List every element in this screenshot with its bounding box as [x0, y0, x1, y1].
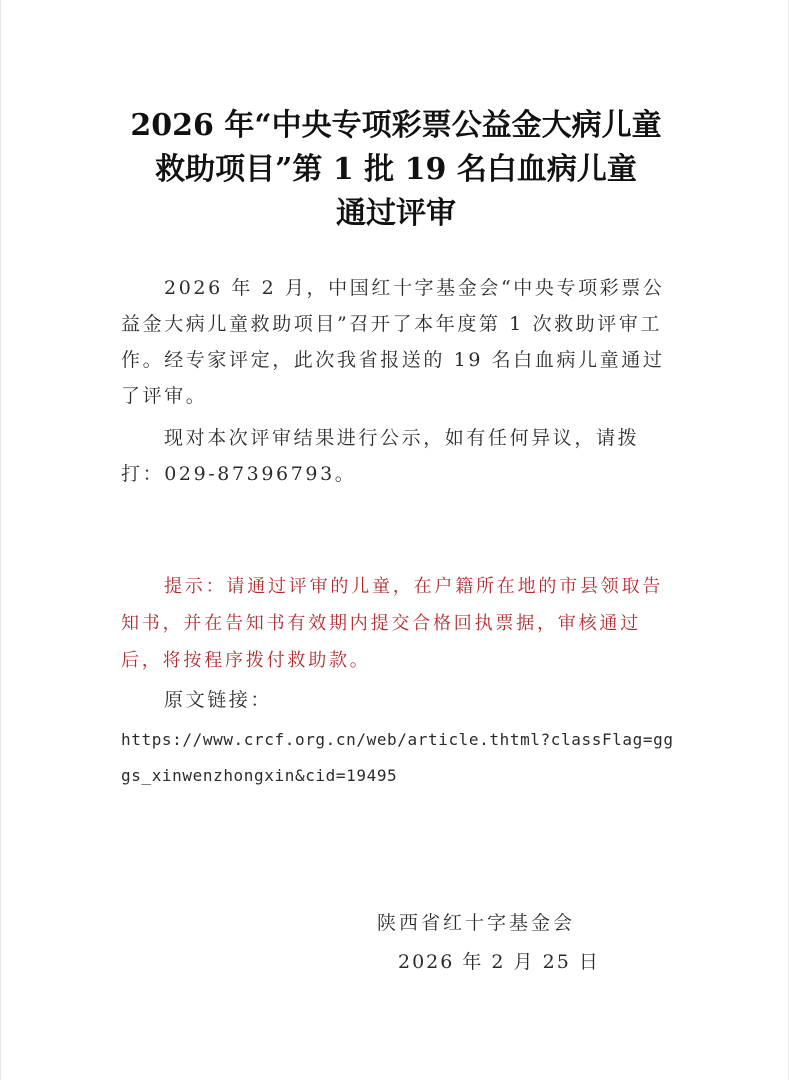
- source-link[interactable]: https://www.crcf.org.cn/web/article.thtml?classFlag=gggs_xinwenzhongxin&cid=19495: [121, 730, 674, 785]
- source-link-label: 原文链接：: [164, 689, 273, 711]
- announcement-paragraph: 2026 年 2 月，中国红十字基金会“中央专项彩票公益金大病儿童救助项目”召开了本年度第 1 次救助评审工作。经专家评定，此次我省报送的 19 名白血病儿童通过了评审。: [121, 277, 665, 407]
- title-line-3: 通过评审: [336, 196, 456, 231]
- notice-text: 提示：请通过评审的儿童，在户籍所在地的市县领取告知书，并在告知书有效期内提交合格回执票据，审核通过后，将按程序拨付救助款。: [121, 576, 664, 671]
- contact-paragraph: 现对本次评审结果进行公示，如有任何异议，请拨打：029-87396793。: [121, 427, 640, 485]
- title-line-2: 救助项目”第 1 批 19 名白血病儿童: [155, 152, 637, 187]
- document-title: [101, 104, 691, 236]
- signature-organization: 陕西省红十字基金会: [377, 912, 576, 934]
- title-line-1: 2026 年“中央专项彩票公益金大病儿童: [130, 108, 662, 143]
- signature-date: 2026 年 2 月 25 日: [398, 951, 600, 973]
